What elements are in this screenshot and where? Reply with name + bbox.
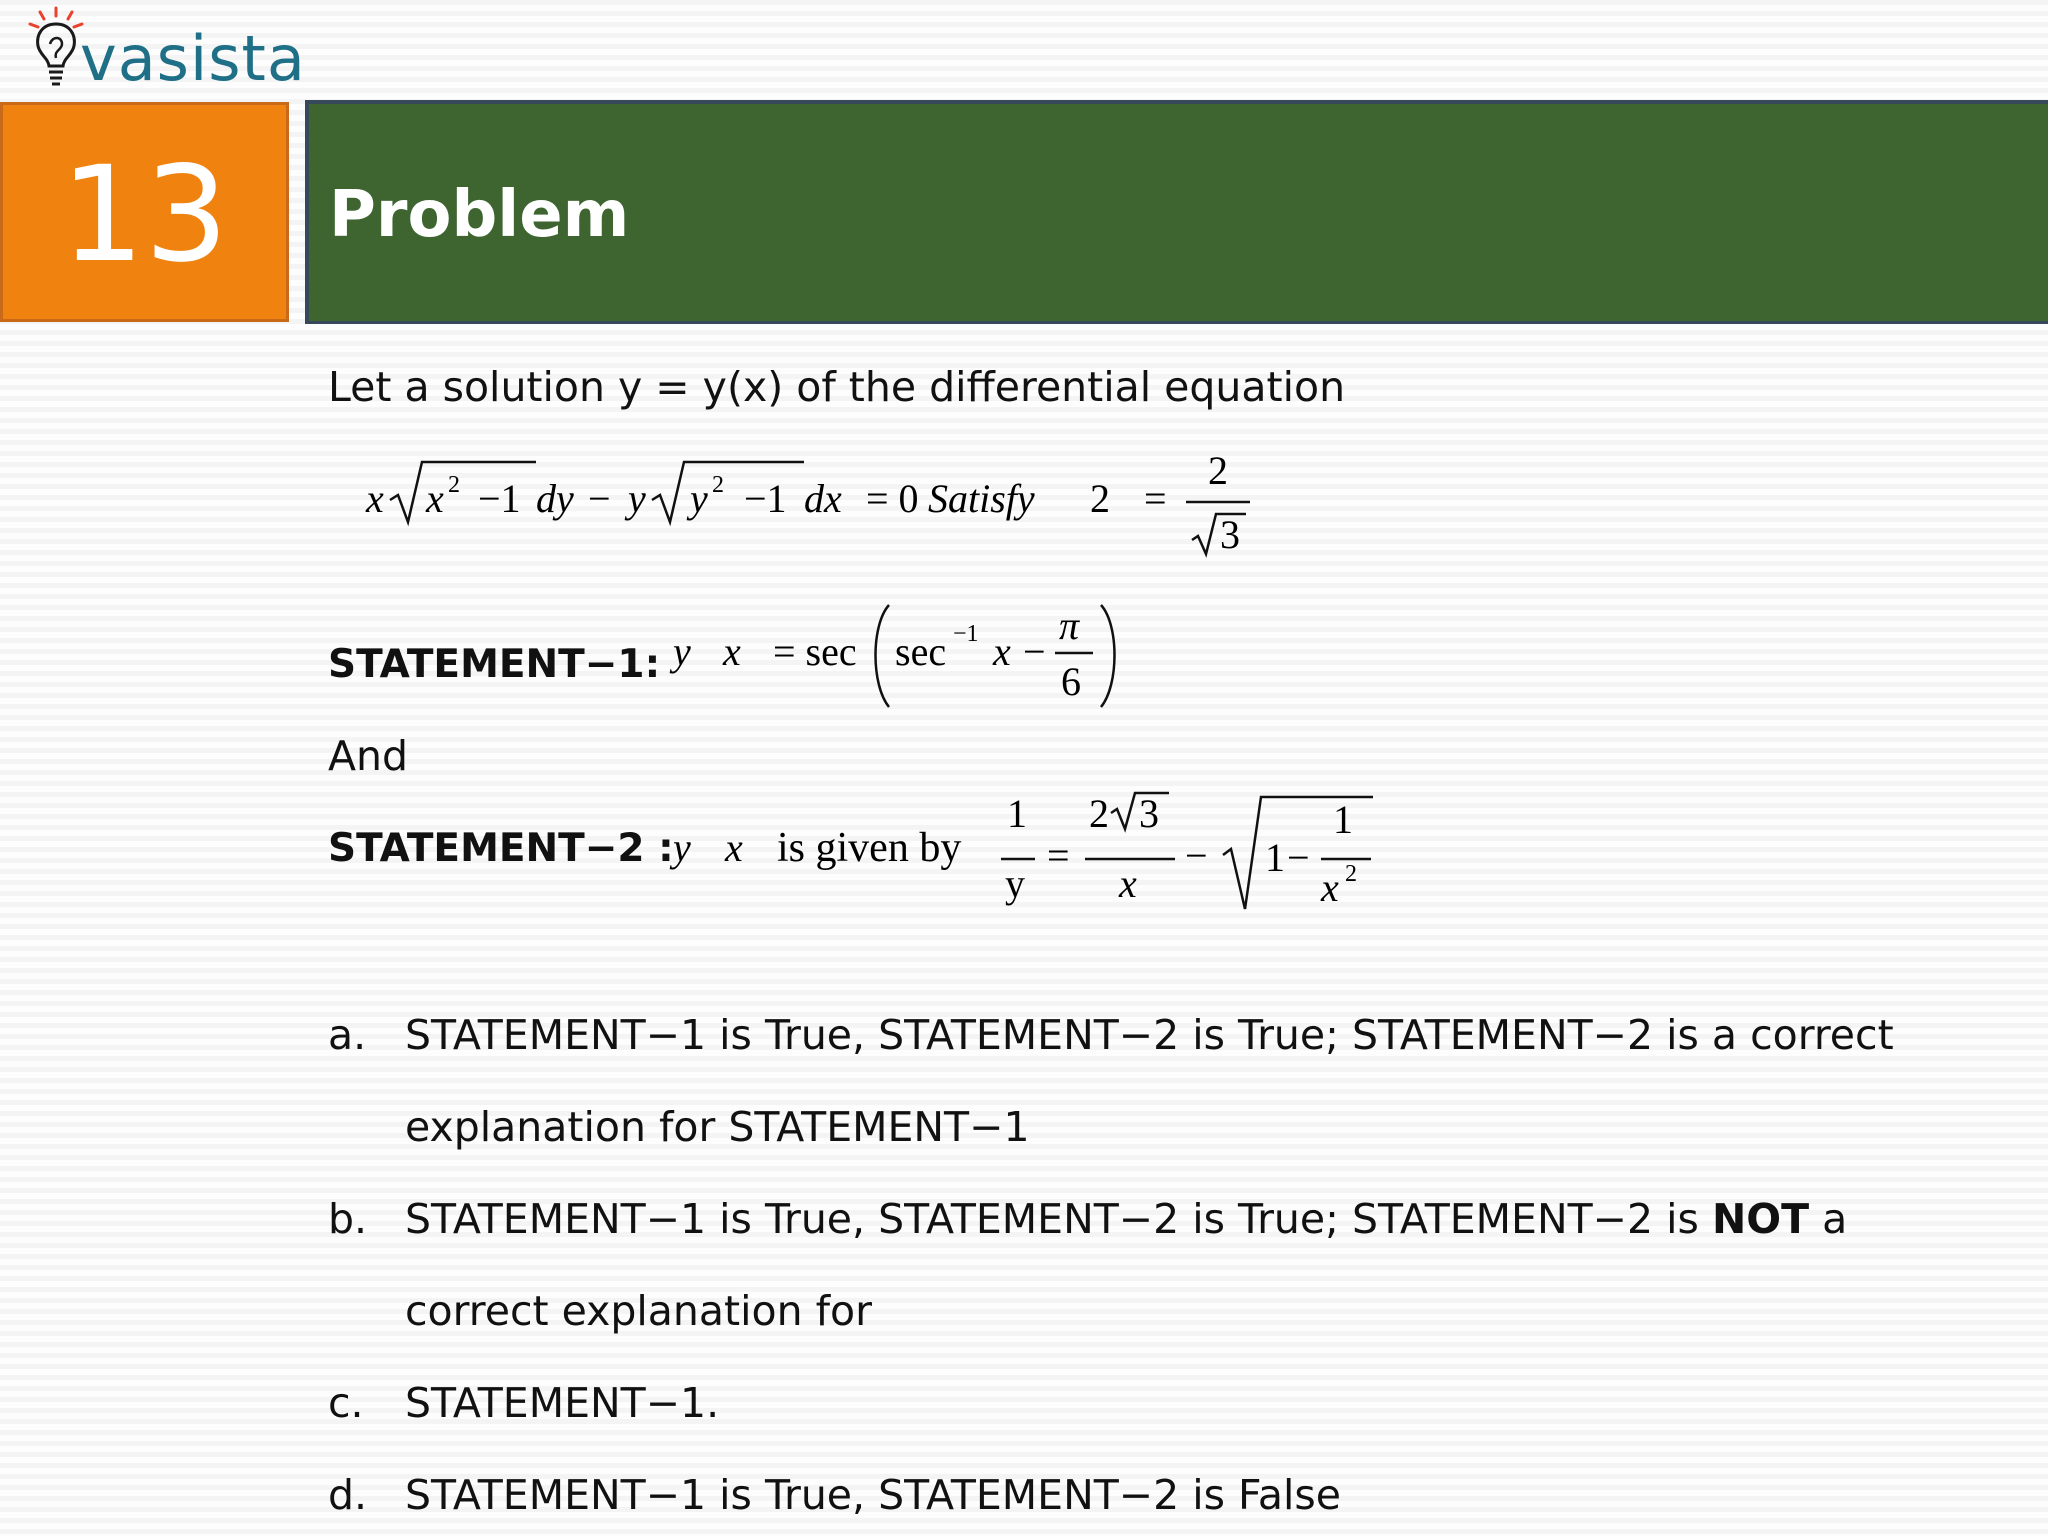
s2-minus: −	[1185, 833, 1208, 878]
eq-rad2-exp: 2	[712, 472, 724, 498]
eq-satisfy: Satisfy	[928, 476, 1035, 521]
s1-x: x	[723, 629, 741, 674]
s1-minus: −	[1023, 629, 1046, 674]
option-b-text-pre: STATEMENT−1 is True, STATEMENT−2 is True; STATEMENT−2 is	[405, 1195, 1712, 1243]
option-b-line2: correct explanation for	[405, 1287, 872, 1335]
s2-rad-minus: −	[1287, 835, 1310, 880]
s2-rad-exp: 2	[1345, 861, 1357, 887]
differential-equation	[360, 440, 1260, 570]
eq-rad2-base: y	[690, 476, 708, 521]
s2-three: 3	[1139, 791, 1159, 836]
option-b-line1	[405, 1194, 1847, 1244]
eq-rad1-base: x	[426, 476, 444, 521]
s1-inverse-exp: −1	[953, 621, 979, 647]
s1-eq-sec: = sec	[773, 629, 857, 674]
eq-rad1-exp: 2	[448, 472, 460, 498]
s1-six: 6	[1061, 659, 1081, 704]
s2-two: 2	[1089, 791, 1109, 836]
option-a-letter: a.	[328, 1011, 367, 1059]
page-title: Problem	[329, 178, 630, 252]
s2-given-by: is given by	[777, 825, 962, 871]
option-a-line1: STATEMENT−1 is True, STATEMENT−2 is True; STATEMENT−2 is a correct	[405, 1011, 1894, 1059]
s2-x-den: x	[1119, 861, 1137, 906]
s2-rad-one: 1	[1265, 835, 1285, 880]
right-paren	[1101, 605, 1115, 707]
problem-number: 13	[60, 138, 229, 292]
s2-rad-den: x	[1321, 865, 1339, 910]
eq-equals-zero: = 0	[866, 476, 919, 521]
eq-dy: dy	[536, 476, 574, 521]
statement2-label: STATEMENT−2 :	[328, 826, 674, 871]
s1-inner-x: x	[993, 629, 1011, 674]
eq-frac-den: 3	[1220, 512, 1240, 557]
s2-rad-num: 1	[1333, 797, 1353, 842]
option-d-line1: STATEMENT−1 is True, STATEMENT−2 is False	[405, 1471, 1341, 1519]
eq-frac-num: 2	[1208, 448, 1228, 493]
title-bar	[305, 100, 2048, 324]
vasista-logo	[22, 2, 306, 98]
eq-minus: −	[588, 476, 611, 521]
problem-number-box	[0, 102, 289, 322]
option-d-letter: d.	[328, 1471, 368, 1519]
s1-y: y	[673, 629, 691, 674]
eq-rad1-tail: −1	[478, 476, 521, 521]
option-b-not-emphasis: NOT	[1711, 1195, 1810, 1243]
intro-text: Let a solution y = y(x) of the differential equation	[328, 363, 1346, 411]
eq-equals: =	[1144, 476, 1167, 521]
s2-x: x	[725, 825, 743, 870]
left-paren	[876, 605, 890, 707]
option-a-line2: explanation for STATEMENT−1	[405, 1103, 1030, 1151]
s2-y: y	[673, 825, 691, 870]
option-b-letter: b.	[328, 1195, 368, 1243]
s1-inner-sec: sec	[895, 629, 947, 674]
s2-y-den: y	[1005, 861, 1025, 906]
eq-x: x	[366, 476, 384, 521]
statement1-label: STATEMENT−1:	[328, 642, 661, 687]
logo-wordmark: vasista	[80, 22, 306, 95]
statement1-formula	[665, 595, 1135, 715]
s2-one: 1	[1007, 791, 1027, 836]
eq-arg: 2	[1090, 476, 1110, 521]
eq-dx: dx	[804, 476, 842, 521]
eq-rad2-tail: −1	[744, 476, 787, 521]
and-text: And	[328, 732, 409, 780]
eq-y: y	[628, 476, 646, 521]
s1-pi: π	[1059, 603, 1080, 648]
statement2-formula	[665, 785, 1385, 915]
option-c-line1: STATEMENT−1.	[405, 1379, 720, 1427]
s2-equals: =	[1047, 833, 1070, 878]
option-c-letter: c.	[328, 1379, 364, 1427]
option-b-text-post: a	[1809, 1195, 1848, 1243]
